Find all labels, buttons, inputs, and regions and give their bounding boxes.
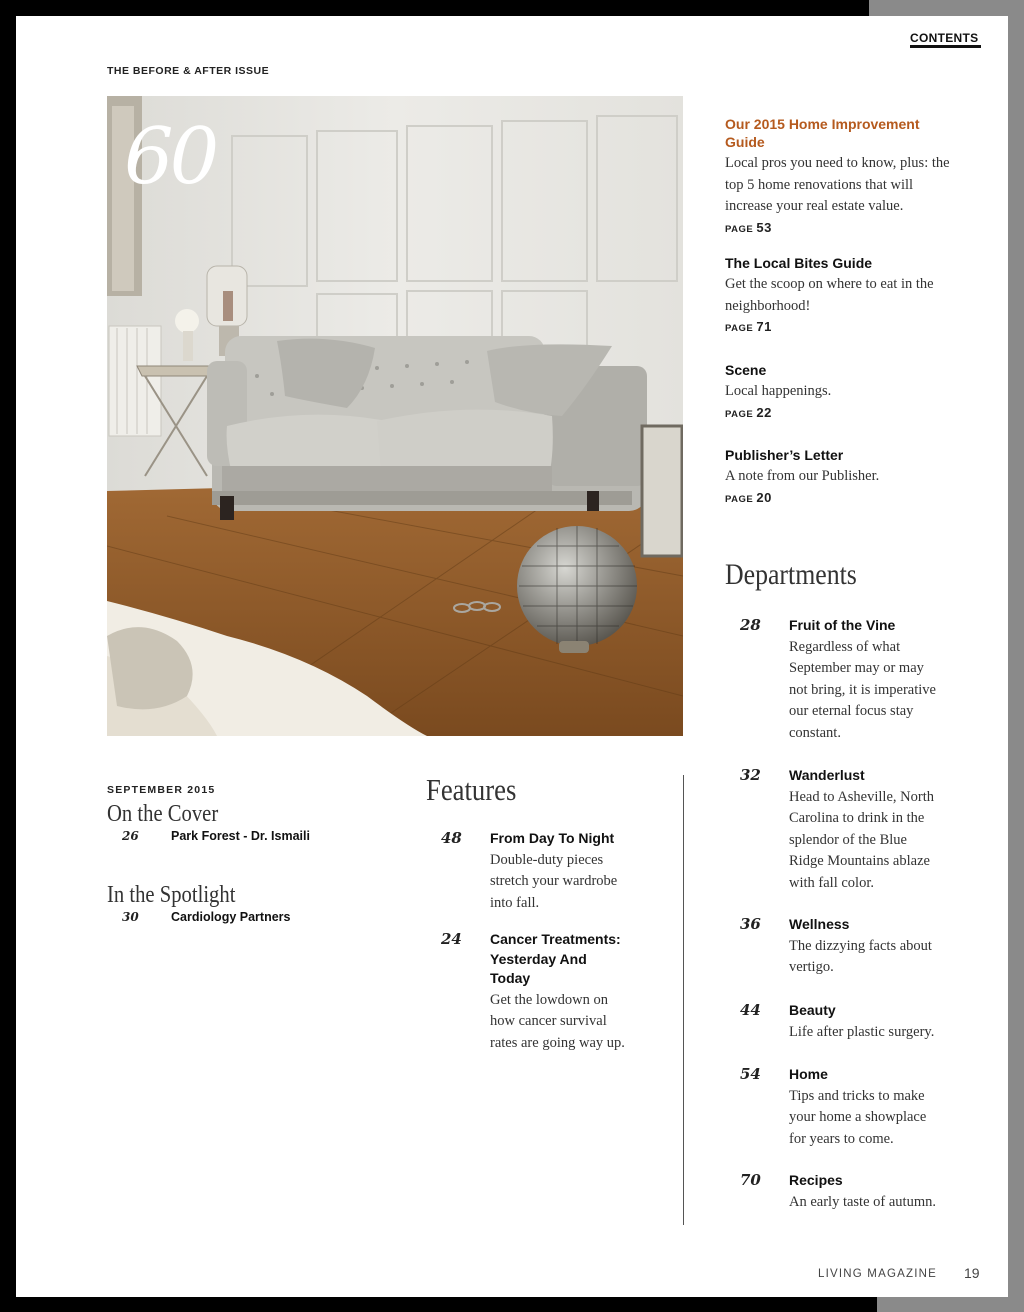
- entry-page-number: 36: [740, 915, 761, 933]
- top-accent-bar: [869, 0, 1024, 16]
- column-divider: [683, 775, 684, 1225]
- entry-title: Wellness: [789, 916, 850, 932]
- side-feature-local-bites[interactable]: [725, 254, 955, 334]
- side-feature-desc: Local happenings.: [725, 383, 832, 399]
- side-feature-publishers-letter[interactable]: [725, 446, 955, 505]
- entry-title: Cardiology Partners: [171, 910, 291, 924]
- entry-desc: Double-duty pieces stretch your wardrobe into fall.: [490, 851, 618, 911]
- side-feature-page: PAGE 20: [725, 489, 772, 505]
- side-feature-page: PAGE 71: [725, 319, 772, 334]
- entry-title: Beauty: [789, 1002, 836, 1018]
- side-feature-title: The Local Bites Guide: [725, 255, 873, 271]
- entry-title: From Day To Night: [490, 830, 615, 846]
- side-feature-desc: Get the scoop on where to eat in the neighborhood!: [725, 276, 934, 314]
- entry-page-number: 26: [122, 829, 139, 843]
- entry-page-number: 30: [122, 910, 139, 924]
- entry-desc: Get the lowdown on how cancer survival rates are going way up.: [490, 991, 625, 1051]
- entry-title: Recipes: [789, 1172, 843, 1188]
- entry-page-number: 70: [740, 1171, 761, 1189]
- bottom-accent-bar: [877, 1297, 1024, 1312]
- entry-page-number: 24: [441, 930, 462, 948]
- folio-page-number: 19: [964, 1265, 980, 1281]
- magazine-name: LIVING MAGAZINE: [818, 1268, 937, 1280]
- entry-desc: Head to Asheville, North Carolina to drink in the splendor of the Blue Ridge Mountains ablaze with fall color.: [789, 788, 934, 891]
- right-accent-bar: [1008, 0, 1024, 1312]
- entry-desc: The dizzying facts about vertigo.: [789, 937, 932, 975]
- spotlight-heading: In the Spotlight: [107, 882, 236, 908]
- entry-page-number: 54: [740, 1065, 761, 1083]
- entry-desc: Regardless of what September may or may not bring, it is imperative our eternal focus stay constant.: [789, 638, 936, 741]
- entry-page-number: 28: [740, 616, 761, 634]
- entry-page-number: 44: [740, 1001, 761, 1019]
- side-feature-title: Scene: [725, 362, 767, 378]
- section-label: CONTENTS: [910, 31, 979, 45]
- entry-page-number: 48: [441, 829, 462, 847]
- side-feature-desc: Local pros you need to know, plus: the top 5 home renovations that will increase your real estate value.: [725, 155, 950, 214]
- entry-title: Home: [789, 1066, 828, 1082]
- side-feature-page: PAGE 22: [725, 404, 772, 420]
- section-underline: [910, 45, 981, 48]
- entry-desc: An early taste of autumn.: [789, 1193, 936, 1210]
- issue-date: SEPTEMBER 2015: [107, 784, 216, 796]
- side-feature-home-guide[interactable]: [725, 115, 955, 235]
- entry-desc: Tips and tricks to make your home a showplace for years to come.: [789, 1087, 927, 1147]
- entry-page-number: 32: [740, 766, 761, 784]
- entry-desc: Life after plastic surgery.: [789, 1023, 935, 1040]
- entry-title: Cancer Treatments: Yesterday And Today: [490, 931, 621, 986]
- side-feature-page: PAGE 53: [725, 219, 772, 235]
- issue-label: THE BEFORE & AFTER ISSUE: [107, 65, 270, 77]
- side-feature-title: Publisher’s Letter: [725, 447, 844, 463]
- features-heading: Features: [426, 772, 517, 807]
- departments-heading: Departments: [725, 558, 857, 591]
- entry-title: Park Forest - Dr. Ismaili: [171, 829, 310, 843]
- side-feature-desc: A note from our Publisher.: [725, 468, 880, 484]
- cover-page-number: 60: [124, 112, 216, 202]
- side-feature-scene[interactable]: [725, 361, 955, 420]
- on-the-cover-heading: On the Cover: [107, 801, 219, 827]
- entry-title: Wanderlust: [789, 767, 865, 783]
- top-border: [0, 0, 869, 16]
- side-feature-title: Our 2015 Home Improvement Guide: [725, 116, 920, 150]
- entry-title: Fruit of the Vine: [789, 617, 896, 633]
